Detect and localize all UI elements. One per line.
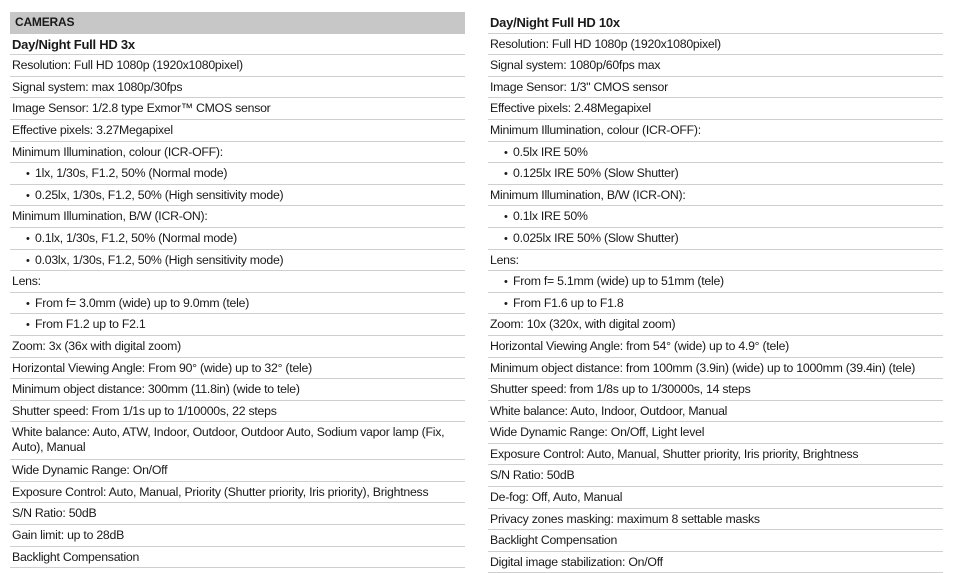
spec-row: Backlight Compensation xyxy=(10,547,465,569)
spec-row: Lens: xyxy=(488,250,943,272)
spec-row: Digital image stabilization: On/Off xyxy=(488,552,943,573)
camera-title-10x: Day/Night Full HD 10x xyxy=(488,12,943,34)
spec-bullet-item: • 0.125lx IRE 50% (Slow Shutter) xyxy=(488,163,943,185)
spec-row: White balance: Auto, Indoor, Outdoor, Manual xyxy=(488,401,943,423)
spec-list-3x xyxy=(10,55,465,568)
left-spec-column xyxy=(10,12,465,568)
spec-row: Privacy zones masking: maximum 8 settable masks xyxy=(488,509,943,531)
spec-bullet-item: • 0.03lx, 1/30s, F1.2, 50% (High sensitivity mode) xyxy=(10,250,465,272)
spec-row: White balance: Auto, ATW, Indoor, Outdoor, Outdoor Auto, Sodium vapor lamp (Fix, Auto), Manual xyxy=(10,422,465,460)
spec-row: Exposure Control: Auto, Manual, Shutter priority, Iris priority, Brightness xyxy=(488,444,943,466)
spec-row: Horizontal Viewing Angle: from 54° (wide) up to 4.9° (tele) xyxy=(488,336,943,358)
spec-bullet-item: • 0.1lx, 1/30s, F1.2, 50% (Normal mode) xyxy=(10,228,465,250)
right-spec-column xyxy=(488,12,943,573)
spec-row: Minimum object distance: 300mm (11.8in) (wide to tele) xyxy=(10,379,465,401)
spec-row: Minimum Illumination, colour (ICR-OFF): xyxy=(488,120,943,142)
spec-row: De-fog: Off, Auto, Manual xyxy=(488,487,943,509)
spec-row: Backlight Compensation xyxy=(488,530,943,552)
spec-row: S/N Ratio: 50dB xyxy=(488,465,943,487)
section-header-cameras: CAMERAS xyxy=(10,12,465,34)
camera-title-3x: Day/Night Full HD 3x xyxy=(10,34,465,56)
spec-row: Signal system: 1080p/60fps max xyxy=(488,55,943,77)
spec-row: Zoom: 10x (320x, with digital zoom) xyxy=(488,314,943,336)
spec-bullet-item: • 0.025lx IRE 50% (Slow Shutter) xyxy=(488,228,943,250)
spec-bullet-item: • 1lx, 1/30s, F1.2, 50% (Normal mode) xyxy=(10,163,465,185)
spec-row: Signal system: max 1080p/30fps xyxy=(10,77,465,99)
spec-row: Image Sensor: 1/2.8 type Exmor™ CMOS sensor xyxy=(10,98,465,120)
spec-row: Shutter speed: from 1/8s up to 1/30000s, 14 steps xyxy=(488,379,943,401)
spec-row: Wide Dynamic Range: On/Off xyxy=(10,460,465,482)
spec-row: Effective pixels: 2.48Megapixel xyxy=(488,98,943,120)
spec-row: Wide Dynamic Range: On/Off, Light level xyxy=(488,422,943,444)
spec-row: Minimum Illumination, B/W (ICR-ON): xyxy=(488,185,943,207)
spec-bullet-item: • 0.1lx IRE 50% xyxy=(488,206,943,228)
spec-row: Minimum Illumination, B/W (ICR-ON): xyxy=(10,206,465,228)
spec-bullet-item: • From F1.6 up to F1.8 xyxy=(488,293,943,315)
spec-row: S/N Ratio: 50dB xyxy=(10,503,465,525)
spec-bullet-item: • 0.5lx IRE 50% xyxy=(488,142,943,164)
spec-row: Minimum object distance: from 100mm (3.9in) (wide) up to 1000mm (39.4in) (tele) xyxy=(488,358,943,380)
spec-row: Shutter speed: From 1/1s up to 1/10000s, 22 steps xyxy=(10,401,465,423)
spec-row: Exposure Control: Auto, Manual, Priority (Shutter priority, Iris priority), Brightness xyxy=(10,482,465,504)
spec-row: Resolution: Full HD 1080p (1920x1080pixel) xyxy=(488,34,943,56)
spec-row: Horizontal Viewing Angle: From 90° (wide) up to 32° (tele) xyxy=(10,358,465,380)
spec-row: Image Sensor: 1/3" CMOS sensor xyxy=(488,77,943,99)
spec-row: Gain limit: up to 28dB xyxy=(10,525,465,547)
spec-bullet-item: • From f= 3.0mm (wide) up to 9.0mm (tele) xyxy=(10,293,465,315)
spec-row: Minimum Illumination, colour (ICR-OFF): xyxy=(10,142,465,164)
spec-row: Zoom: 3x (36x with digital zoom) xyxy=(10,336,465,358)
spec-row: Lens: xyxy=(10,271,465,293)
spec-row: Effective pixels: 3.27Megapixel xyxy=(10,120,465,142)
spec-list-10x xyxy=(488,34,943,573)
spec-bullet-item: • 0.25lx, 1/30s, F1.2, 50% (High sensitivity mode) xyxy=(10,185,465,207)
spec-bullet-item: • From f= 5.1mm (wide) up to 51mm (tele) xyxy=(488,271,943,293)
spec-row: Resolution: Full HD 1080p (1920x1080pixel) xyxy=(10,55,465,77)
spec-bullet-item: • From F1.2 up to F2.1 xyxy=(10,314,465,336)
